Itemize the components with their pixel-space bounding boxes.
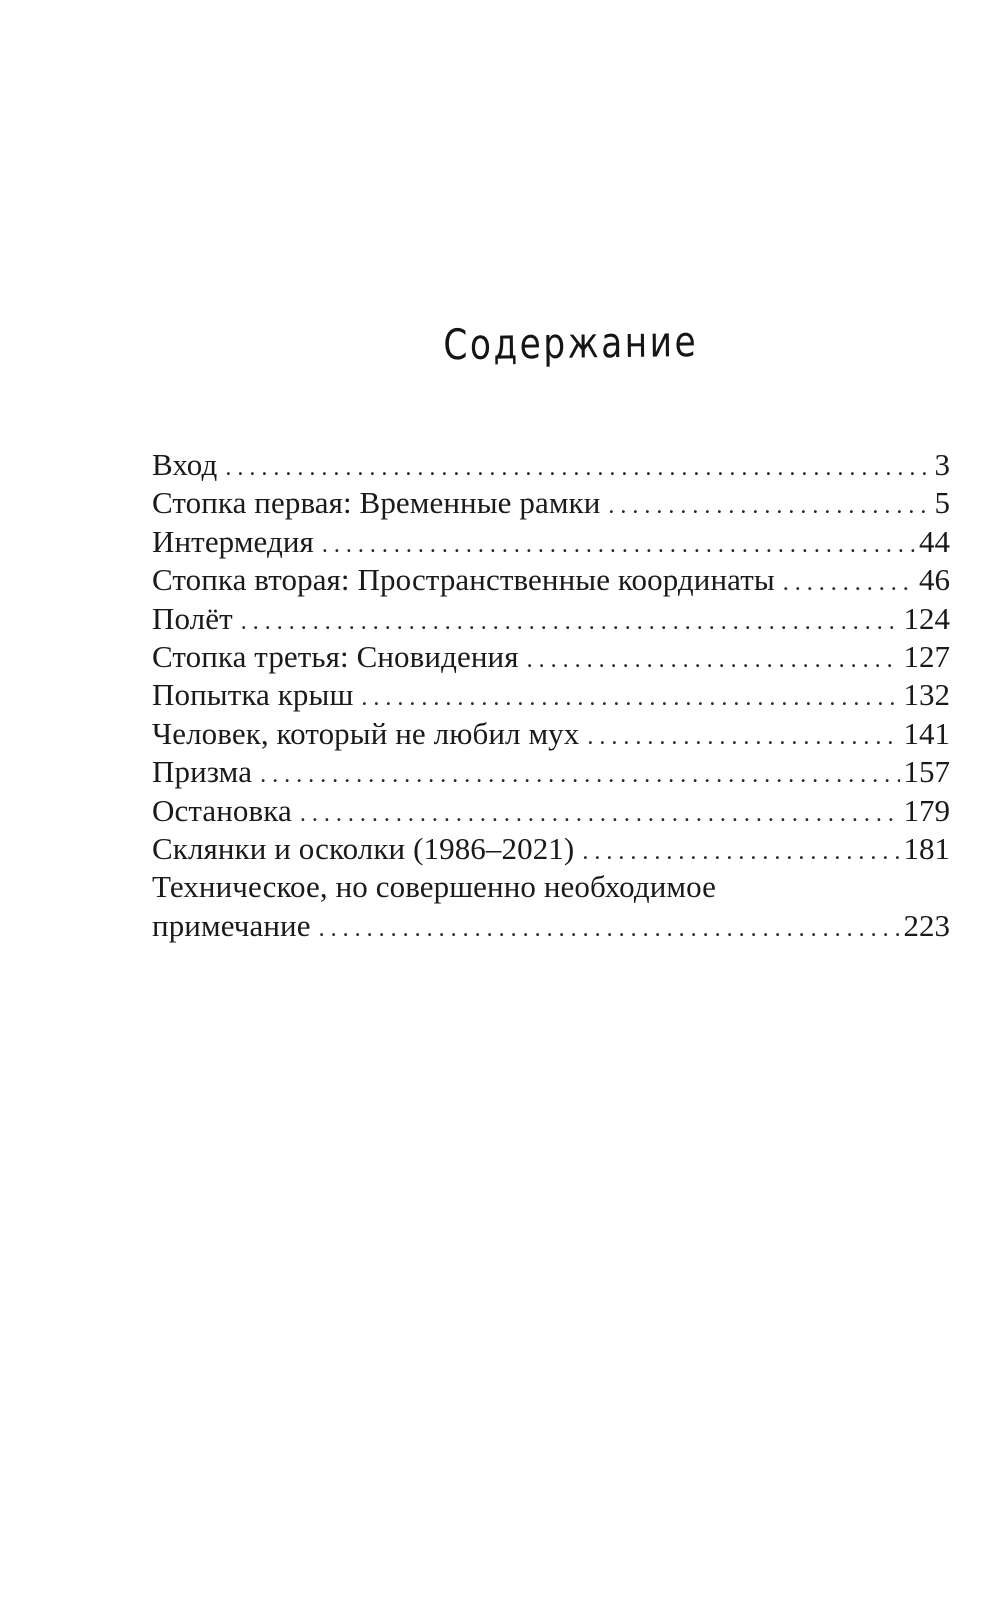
dot-leader <box>527 641 900 679</box>
toc-entry-page: 179 <box>903 792 950 828</box>
toc-entry-title: Техническое, но совершенно необходимое <box>152 869 716 905</box>
toc-entry-second-line <box>152 907 950 945</box>
toc-entry-page: 127 <box>903 638 950 674</box>
toc-entry-title: Склянки и осколки (1986–2021) <box>152 830 575 866</box>
toc-entry <box>152 600 950 638</box>
toc-entry-page: 44 <box>919 523 950 559</box>
toc-entry <box>152 868 950 945</box>
toc-entry-title: Остановка <box>152 792 292 828</box>
toc-entry-page: 132 <box>903 677 950 713</box>
dot-leader <box>300 795 900 833</box>
toc-entry <box>152 446 950 484</box>
dot-leader <box>260 756 899 794</box>
toc-entry <box>152 484 950 522</box>
toc-entry-page: 124 <box>903 600 950 636</box>
toc-entry-title: Вход <box>152 447 218 482</box>
contents-heading: Содержание <box>443 317 699 370</box>
toc-entry <box>152 792 950 830</box>
dot-leader <box>582 833 899 871</box>
toc-entry <box>152 676 950 714</box>
toc-entry-page: 157 <box>903 754 950 790</box>
toc-entry-title: Интермедия <box>152 523 314 559</box>
toc-entry-page: 46 <box>919 562 950 598</box>
dot-leader <box>225 449 930 487</box>
table-of-contents <box>152 446 950 945</box>
toc-entry-title: Призма <box>152 754 253 790</box>
toc-entry-page: 141 <box>903 715 950 751</box>
toc-entry-title: Полёт <box>152 600 233 636</box>
dot-leader <box>361 679 899 717</box>
dot-leader <box>322 526 915 564</box>
toc-entry-title-continued: примечание <box>152 907 311 943</box>
toc-entry-title: Человек, который не любил мух <box>152 715 580 751</box>
toc-entry-page: 3 <box>934 447 950 482</box>
dot-leader <box>783 564 915 602</box>
toc-entry-title: Стопка третья: Сновидения <box>152 638 519 674</box>
toc-entry-page: 5 <box>934 485 950 521</box>
dot-leader <box>319 910 900 948</box>
toc-entry-first-line <box>152 868 950 906</box>
toc-entry-title: Попытка крыш <box>152 677 354 713</box>
toc-entry <box>152 561 950 599</box>
toc-entry-title: Стопка первая: Временные рамки <box>152 485 601 521</box>
dot-leader <box>241 603 900 641</box>
toc-entry-title: Стопка вторая: Пространственные координаты <box>152 562 775 598</box>
toc-entry <box>152 830 950 868</box>
dot-leader <box>587 718 899 756</box>
toc-entry <box>152 753 950 791</box>
toc-entry <box>152 523 950 561</box>
toc-entry <box>152 638 950 676</box>
toc-entry-page: 181 <box>903 830 950 866</box>
toc-entry-page: 223 <box>903 907 950 943</box>
dot-leader <box>608 487 930 525</box>
toc-entry <box>152 715 950 753</box>
